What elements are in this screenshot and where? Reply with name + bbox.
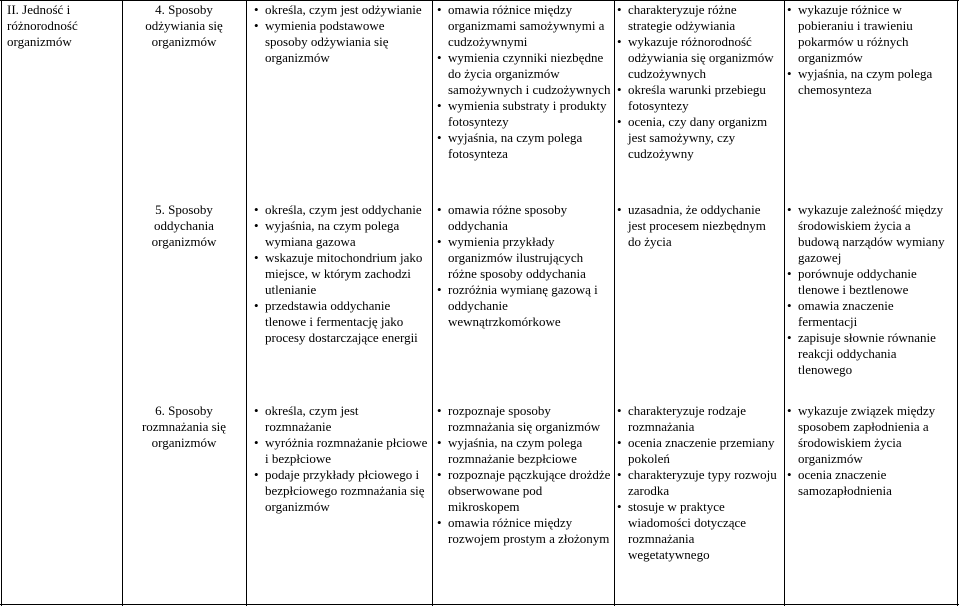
requirements-cell xyxy=(617,403,779,563)
requirement-item: • stosuje w praktyce wiadomości dotyczące rozmnażania wegetatywnego xyxy=(617,499,779,563)
section-title: II. Jedność i różnorodność organizmów xyxy=(7,2,78,49)
requirement-item: • charakteryzuje różne strategie odżywiania xyxy=(617,2,779,34)
topic-cell xyxy=(124,2,244,50)
requirement-item: • omawia różnice między rozwojem prostym a złożonym xyxy=(437,515,611,547)
requirements-cell xyxy=(254,202,428,346)
requirement-list xyxy=(437,403,611,547)
requirement-item: • podaje przykłady płciowego i bezpłciowego rozmnażania się organizmów xyxy=(254,467,428,515)
requirement-item: • wyjaśnia, na czym polega chemosynteza xyxy=(787,66,953,98)
requirement-item: • charakteryzuje rodzaje rozmnażania xyxy=(617,403,779,435)
topic-title: 6. Sposoby rozmnażania się organizmów xyxy=(141,403,227,450)
requirement-item: • określa warunki przebiegu fotosyntezy xyxy=(617,82,779,114)
column-divider xyxy=(614,0,615,606)
requirement-item: • wyjaśnia, na czym polega wymiana gazowa xyxy=(254,218,428,250)
requirement-item: • przedstawia oddychanie tlenowe i fermentację jako procesy dostarczające energii xyxy=(254,298,428,346)
requirement-item: • wyjaśnia, na czym polega rozmnażanie bezpłciowe xyxy=(437,435,611,467)
requirement-item: • wykazuje różnice w pobieraniu i trawieniu pokarmów u różnych organizmów xyxy=(787,2,953,66)
requirement-item: • zapisuje słownie równanie reakcji oddychania tlenowego xyxy=(787,330,953,378)
requirement-item: • ocenia, czy dany organizm jest samożywny, czy cudzożywny xyxy=(617,114,779,162)
requirement-item: • wykazuje różnorodność odżywiania się organizmów cudzożywnych xyxy=(617,34,779,82)
column-divider xyxy=(122,0,123,606)
requirement-item: • wymienia substraty i produkty fotosyntezy xyxy=(437,98,611,130)
topic-cell xyxy=(124,202,244,250)
requirement-list xyxy=(437,2,611,162)
requirements-cell xyxy=(617,2,779,162)
requirements-cell xyxy=(787,202,953,378)
requirement-item: • ocenia znaczenie przemiany pokoleń xyxy=(617,435,779,467)
requirements-cell xyxy=(617,202,779,250)
requirement-item: • uzasadnia, że oddychanie jest procesem niezbędnym do życia xyxy=(617,202,779,250)
table-border xyxy=(957,0,958,606)
requirement-item: • omawia różne sposoby oddychania xyxy=(437,202,611,234)
requirements-cell xyxy=(787,403,953,499)
table-border xyxy=(0,0,959,1)
requirement-list xyxy=(787,2,953,98)
requirement-item: • ocenia znaczenie samozapłodnienia xyxy=(787,467,953,499)
topic-cell xyxy=(124,403,244,451)
requirement-item: • omawia różnice między organizmami samożywnymi a cudzożywnymi xyxy=(437,2,611,50)
column-divider xyxy=(784,0,785,606)
requirement-item: • wymienia podstawowe sposoby odżywiania się organizmów xyxy=(254,18,428,66)
requirement-item: • wymienia czynniki niezbędne do życia organizmów samożywnych i cudzożywnych xyxy=(437,50,611,98)
requirement-list xyxy=(617,202,779,250)
requirement-item: • rozróżnia wymianę gazową i oddychanie wewnątrzkomórkowe xyxy=(437,282,611,330)
requirement-item: • określa, czym jest rozmnażanie xyxy=(254,403,428,435)
column-divider xyxy=(432,0,433,606)
requirements-cell xyxy=(437,2,611,162)
requirement-list xyxy=(617,403,779,563)
table-border xyxy=(0,604,959,605)
requirement-list xyxy=(254,2,428,66)
topic-title: 5. Sposoby oddychania organizmów xyxy=(151,202,217,249)
requirement-item: • rozpoznaje pączkujące drożdże obserwowane pod mikroskopem xyxy=(437,467,611,515)
column-divider xyxy=(246,0,247,606)
requirement-list xyxy=(437,202,611,330)
requirement-list xyxy=(617,2,779,162)
requirement-item: • charakteryzuje typy rozwoju zarodka xyxy=(617,467,779,499)
requirement-item: • porównuje oddychanie tlenowe i beztlenowe xyxy=(787,266,953,298)
requirement-item: • wykazuje związek między sposobem zapłodnienia a środowiskiem życia organizmów xyxy=(787,403,953,467)
requirement-list xyxy=(254,202,428,346)
topic-title: 4. Sposoby odżywiania się organizmów xyxy=(145,2,223,49)
requirements-cell xyxy=(437,403,611,547)
requirement-list xyxy=(254,403,428,515)
requirement-item: • wyjaśnia, na czym polega fotosynteza xyxy=(437,130,611,162)
requirement-item: • wskazuje mitochondrium jako miejsce, w którym zachodzi utlenianie xyxy=(254,250,428,298)
table-border xyxy=(1,0,2,606)
requirement-item: • wyróżnia rozmnażanie płciowe i bezpłciowe xyxy=(254,435,428,467)
requirement-item: • wymienia przykłady organizmów ilustrujących różne sposoby oddychania xyxy=(437,234,611,282)
requirement-item: • rozpoznaje sposoby rozmnażania się organizmów xyxy=(437,403,611,435)
requirement-item: • określa, czym jest oddychanie xyxy=(254,202,428,218)
requirements-cell xyxy=(254,403,428,515)
requirement-item: • wykazuje zależność między środowiskiem życia a budową narządów wymiany gazowej xyxy=(787,202,953,266)
requirement-item: • określa, czym jest odżywianie xyxy=(254,2,428,18)
requirement-list xyxy=(787,202,953,378)
section-cell xyxy=(7,2,119,50)
requirement-item: • omawia znaczenie fermentacji xyxy=(787,298,953,330)
requirements-cell xyxy=(787,2,953,98)
requirements-cell xyxy=(254,2,428,66)
requirement-list xyxy=(787,403,953,499)
requirements-cell xyxy=(437,202,611,330)
